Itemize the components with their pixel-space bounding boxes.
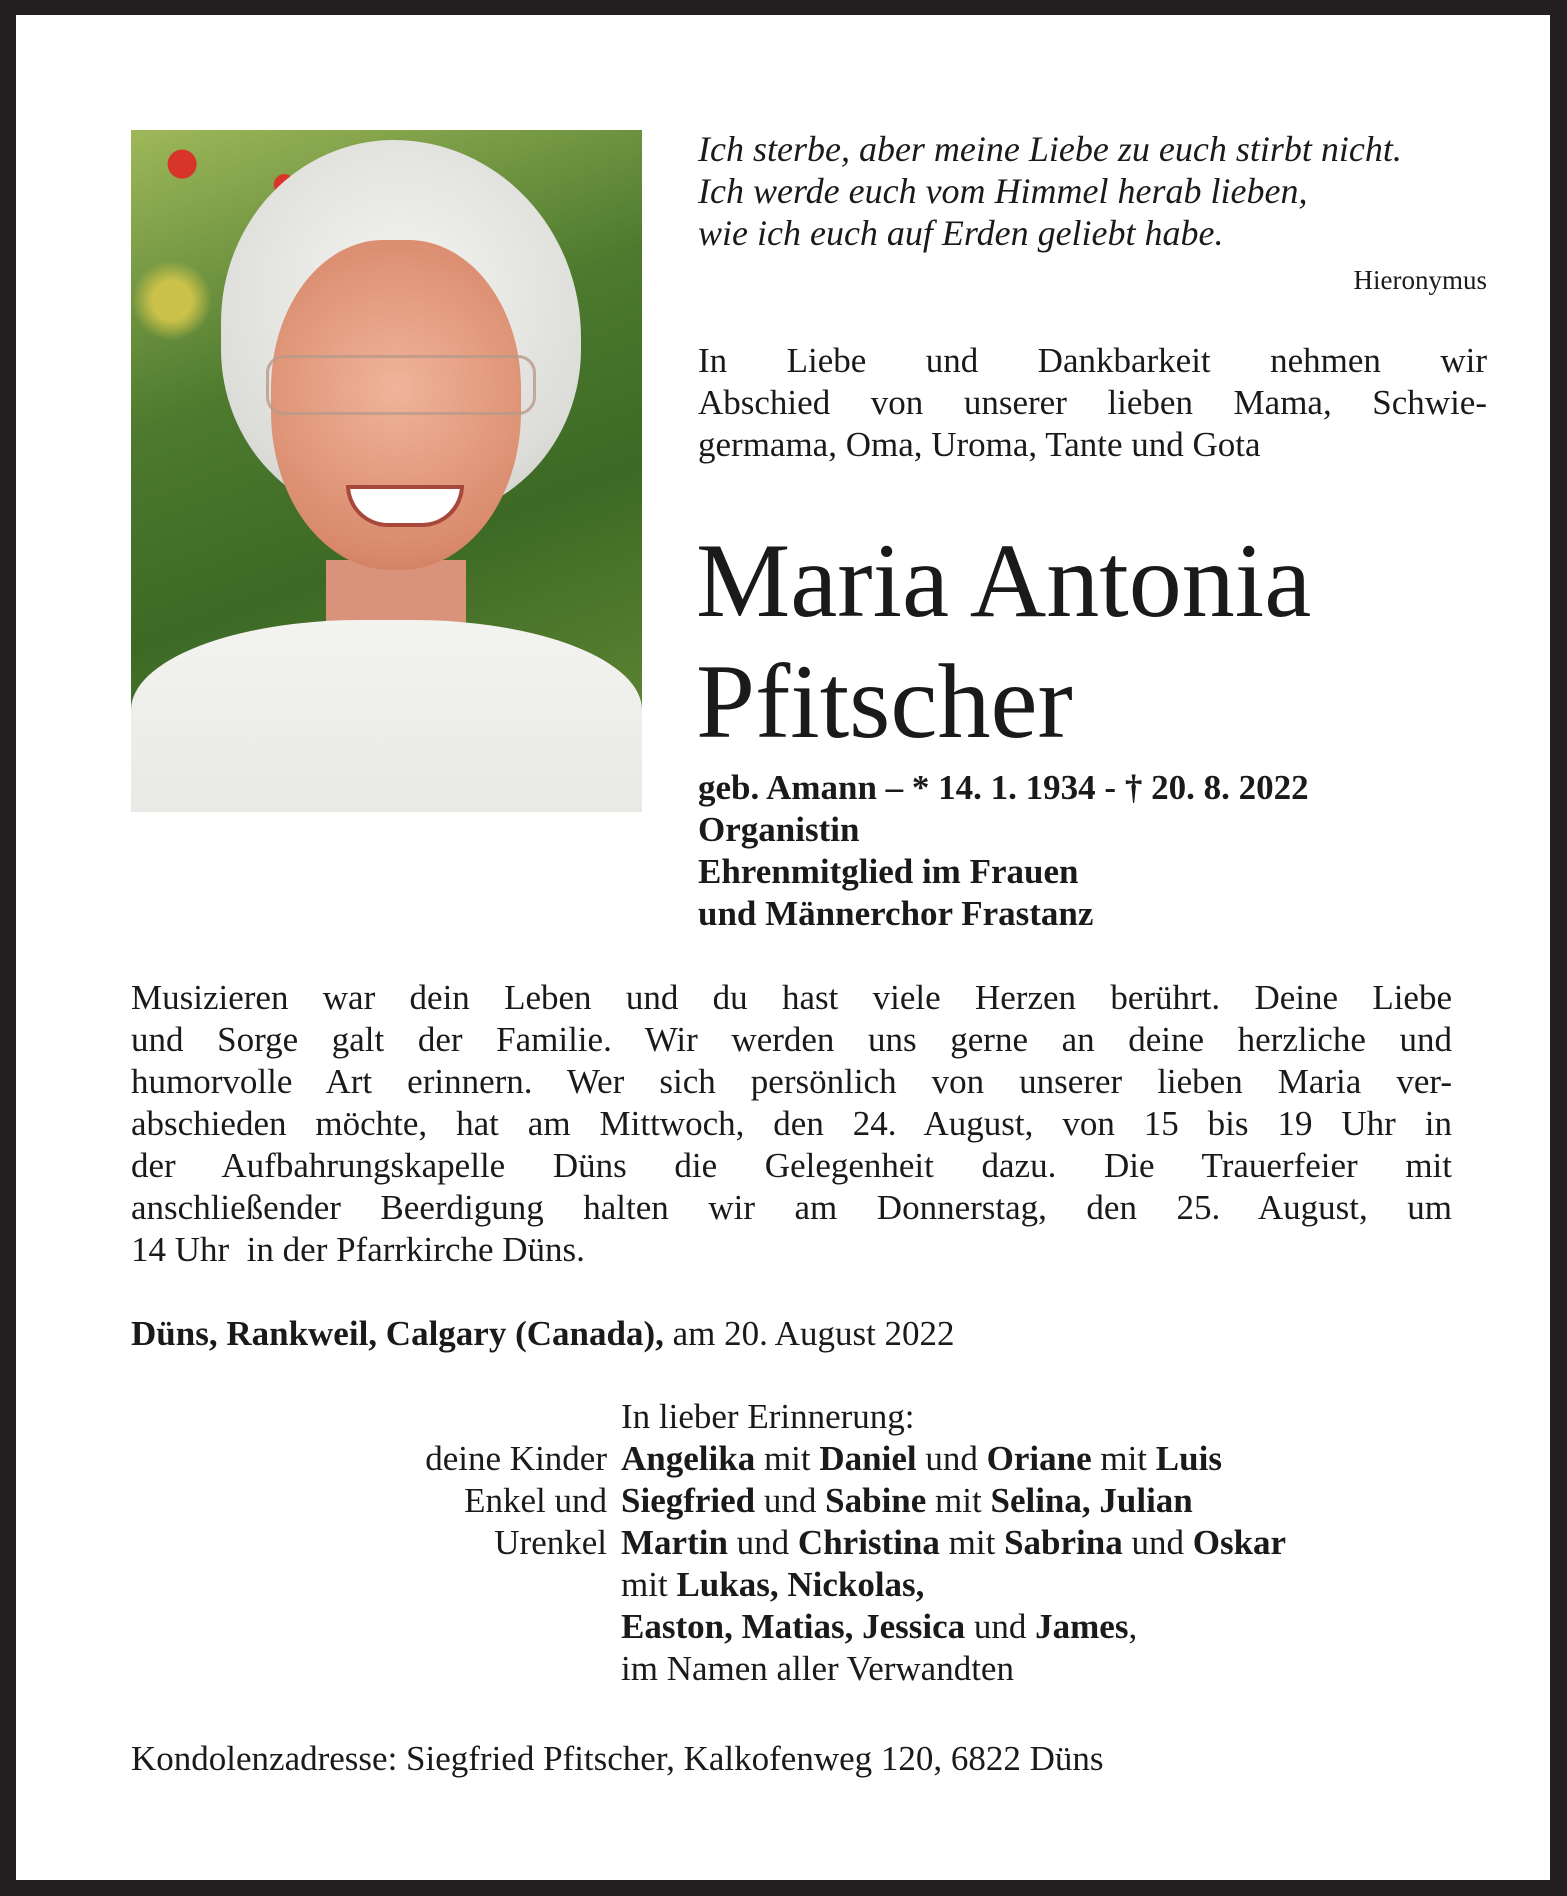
quote-line: Ich sterbe, aber meine Liebe zu euch stirbt nicht. <box>698 129 1402 169</box>
family-row <box>131 1522 1286 1564</box>
family-members <box>621 1522 1286 1564</box>
family-member-name: Luis <box>1155 1439 1222 1478</box>
family-row <box>131 1438 1286 1480</box>
connector-text: , <box>1128 1607 1138 1646</box>
family-member-name: Siegfried <box>621 1481 756 1520</box>
connector-text: und <box>727 1523 798 1562</box>
family-label <box>131 1564 621 1606</box>
intro-line: germama, Oma, Uroma, Tante und Gota <box>698 425 1261 464</box>
honor-line: und Männerchor Frastanz <box>698 894 1094 933</box>
connector-text: mit <box>621 1565 677 1604</box>
family-heading: In lieber Erinnerung: <box>621 1397 915 1436</box>
family-list <box>131 1396 1286 1690</box>
family-label: deine Kinder <box>425 1439 607 1478</box>
family-member-name: Easton, Matias, Jessica <box>621 1607 966 1646</box>
connector-text: im Namen aller Verwandten <box>621 1649 1014 1688</box>
family-members <box>621 1438 1222 1480</box>
places: Düns, Rankweil, Calgary (Canada), <box>131 1314 664 1353</box>
intro-line: Abschied von unserer lieben Mama, Schwie- <box>698 383 1487 422</box>
family-row <box>131 1564 1286 1606</box>
family-members <box>621 1564 924 1606</box>
family-label <box>131 1606 621 1648</box>
deceased-details <box>698 767 1309 935</box>
family-member-name: Angelika <box>621 1439 756 1478</box>
body-line: und Sorge galt der Familie. Wir werden uns gerne an deine herzliche und <box>131 1020 1452 1059</box>
connector-text: mit <box>926 1481 991 1520</box>
family-member-name: James <box>1035 1607 1129 1646</box>
family-member-name: Oriane <box>986 1439 1092 1478</box>
body-text <box>131 977 1452 1271</box>
quote-line: Ich werde euch vom Himmel herab lieben, <box>698 171 1308 211</box>
photo-glasses <box>266 355 536 415</box>
family-label: Urenkel <box>494 1523 607 1562</box>
birth-death-dates: geb. Amann – * 14. 1. 1934 - † 20. 8. 2022 <box>698 768 1309 807</box>
family-row <box>131 1606 1286 1648</box>
family-members <box>621 1606 1137 1648</box>
obituary-page <box>16 15 1550 1880</box>
connector-text: mit <box>1091 1439 1156 1478</box>
body-line: anschließender Beerdigung halten wir am Donnerstag, den 25. August, um <box>131 1188 1452 1227</box>
family-member-name: Christina <box>797 1523 940 1562</box>
connector-text: mit <box>939 1523 1005 1562</box>
family-row <box>131 1648 1286 1690</box>
family-label: Enkel und <box>464 1481 607 1520</box>
family-member-name: Sabine <box>825 1481 927 1520</box>
family-member-name: Daniel <box>819 1439 917 1478</box>
family-members <box>621 1648 1014 1690</box>
quote-line: wie ich euch auf Erden geliebt habe. <box>698 213 1224 253</box>
body-line: humorvolle Art erinnern. Wer sich persönlich von unserer lieben Maria ver- <box>131 1062 1452 1101</box>
family-row <box>131 1480 1286 1522</box>
place-date <box>131 1314 955 1354</box>
name-line: Pfitscher <box>696 643 1073 760</box>
family-label <box>131 1648 621 1690</box>
connector-text: und <box>755 1481 826 1520</box>
body-line: der Aufbahrungskapelle Düns die Gelegenheit dazu. Die Trauerfeier mit <box>131 1146 1452 1185</box>
date: am 20. August 2022 <box>663 1314 955 1353</box>
quote <box>698 128 1402 254</box>
family-member-name: Sabrina <box>1004 1523 1123 1562</box>
quote-author: Hieronymus <box>1353 265 1487 295</box>
family-member-name: Martin <box>621 1523 728 1562</box>
connector-text: und <box>916 1439 987 1478</box>
body-line: 14 Uhr in der Pfarrkirche Düns. <box>131 1230 585 1269</box>
photo-shirt <box>131 620 642 812</box>
family-member-name: Selina, Julian <box>990 1481 1193 1520</box>
portrait-photo <box>131 130 642 812</box>
family-member-name: Oskar <box>1192 1523 1287 1562</box>
profession: Organistin <box>698 810 860 849</box>
condolence-address: Kondolenzadresse: Siegfried Pfitscher, Kalkofenweg 120, 6822 Düns <box>131 1739 1104 1778</box>
body-line: Musizieren war dein Leben und du hast viele Herzen berührt. Deine Liebe <box>131 978 1452 1017</box>
connector-text: und <box>965 1607 1036 1646</box>
family-members <box>621 1480 1193 1522</box>
name-line: Maria Antonia <box>696 522 1312 639</box>
family-member-name: Lukas, Nickolas, <box>676 1565 925 1604</box>
connector-text: mit <box>755 1439 820 1478</box>
honor-line: Ehrenmitglied im Frauen <box>698 852 1079 891</box>
intro-text <box>698 340 1487 466</box>
deceased-name <box>696 520 1311 762</box>
body-line: abschieden möchte, hat am Mittwoch, den 24. August, von 15 bis 19 Uhr in <box>131 1104 1452 1143</box>
intro-line: In Liebe und Dankbarkeit nehmen wir <box>698 341 1487 380</box>
connector-text: und <box>1122 1523 1193 1562</box>
